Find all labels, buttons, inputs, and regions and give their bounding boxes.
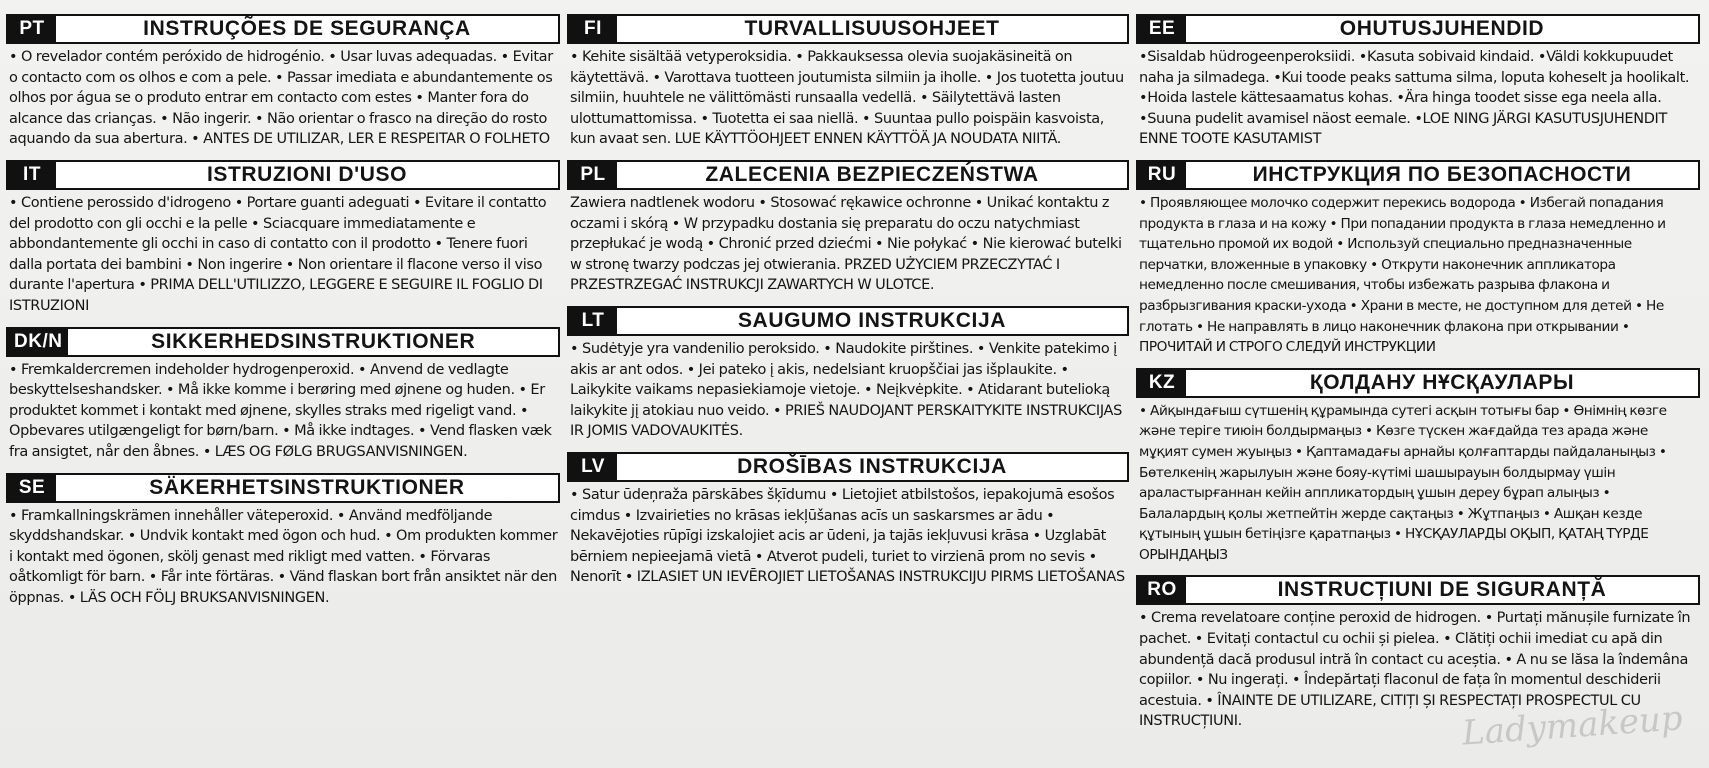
section-text: • Contiene perossido d'idrogeno • Portare guanti adeguati • Evitare il contatto del prodotto con gli occhi e la pelle • Sciacquare immediatamente e abbondantemente gli occhi in caso di contatto con il prodotto • Tenere fuori dalla portata dei bambini • Non ingerire • Non orientare il flacone verso il viso durante l'apertura • PRIMA DELL'UTILIZZO, LEGGERE E SEGUIRE IL FOGLIO DI ISTRUZIONI [9, 194, 547, 314]
section-header [567, 160, 1129, 190]
section-header [6, 160, 560, 190]
section-header [567, 306, 1129, 336]
language-code: IT [8, 162, 56, 188]
section-title: INSTRUÇÕES DE SEGURANÇA [143, 17, 471, 40]
section-header [567, 452, 1129, 482]
section-dk [6, 327, 560, 463]
section-title: ISTRUZIONI D'USO [206, 162, 408, 186]
language-code: KZ [1138, 370, 1186, 396]
language-code: RU [1138, 162, 1186, 188]
section-title: ҚОЛДАНУ НҰСҚАУЛАРЫ [1309, 370, 1575, 394]
section-kz [1136, 368, 1700, 566]
section-header [1136, 160, 1700, 190]
language-code: RO [1138, 577, 1186, 603]
column-left [6, 14, 560, 618]
section-header [6, 14, 560, 44]
section-it [6, 160, 560, 317]
section-text: • Crema revelatoare conține peroxid de hidrogen. • Purtați mănușile furnizate în pachet. • Evitați contactul cu ochii și pielea. • Clătiți ochii imediat cu apă din abundență dacă produsul intră în contact cu aceștia. • A nu se lăsa la îndemâna copiilor. • Nu ingerați. • Îndepărtați flaconul de fața în momentul deschiderii acestuia. • ÎNAINTE DE UTILIZARE, CITIȚI ȘI RESPECTAȚI PROSPECTUL CU INSTRUCȚIUNI. [1139, 610, 1691, 730]
section-lt [567, 306, 1129, 442]
language-code: EE [1138, 16, 1186, 42]
section-text: •Sisaldab hüdrogeenperoksiidi. •Kasuta sobivaid kindaid. •Väldi kokkupuudet naha ja silmadega. •Kui toode peaks sattuma silma, loputa koheselt ja hoolikalt. •Hoida lastele kättesaamatus kohas. •Ära hinga toodet sisse ega neela alla. •Suuna pudelit avamisel näost eemale. •LOE NING JÄRGI KASUTUSJUHENDIT ENNE TOOTE KASUTAMIST [1139, 49, 1690, 148]
section-title: SAUGUMO INSTRUKCIJA [737, 308, 1007, 332]
section-text: • Kehite sisältää vetyperoksidia. • Pakkauksessa olevia suojakäsineitä on käytettävä. • Varottava tuotteen joutumista silmiin ja iholle. • Jos tuotetta joutuu silmiin, huuhtele ne välittömästi runsaalla vedellä. • Säilytettävä lasten ulottumattomissa. • Tuotetta ei saa niellä. • Suuntaa pullo poispäin kasvoista, kun avaat sen. LUE KÄYTTÖOHJEET ENNEN KÄYTTÖÄ JA NOUDATA NIITÄ. [570, 49, 1124, 148]
section-title: TURVALLISUUSOHJEET [744, 17, 1000, 40]
language-code: DK/N [8, 329, 68, 355]
section-text: • Айқындағыш сүтшенің құрамында сутегі асқын тотығы бар • Өнімнің көзге және теріге тиюін болдырмаңыз • Көзге түскен жағдайда тез арада және мұқият сумен жуыңыз • Қаптамадағы арнайы қолғаптарды пайдаланыңыз • Бөтелкенің жарылуын және бояу-күтімі шашырауын болдырмау үшін араластырғаннан кейін аппликатордың ұшын дереу бұрап алыңыз • Балалардың қолы жетпейтін жерде сақтаңыз • Жұтпаңыз • Ашқан кезде құтының ұшын бетіңізге қаратпаңыз • НҰСҚАУЛАРДЫ ОҚЫП, ҚАТАҢ ТҮРДЕ ОРЫНДАҢЫЗ [1139, 402, 1667, 563]
section-header [1136, 575, 1700, 605]
section-header [1136, 368, 1700, 398]
section-se [6, 473, 560, 609]
language-code: LT [569, 308, 617, 334]
section-header [1136, 14, 1700, 44]
section-text: Zawiera nadtlenek wodoru • Stosować rękawice ochronne • Unikać kontaktu z oczami i skórą • W przypadku dostania się preparatu do oczu natychmiast przepłukać je wodą • Chronić przed dziećmi • Nie połykać • Nie kierować butelki w stronę twarzy podczas jej otwierania. PRZED UŻYCIEM PRZECZYTAĆ I PRZESTRZEGAĆ INSTRUKCJI ZAWARTYCH W ULOTCE. [570, 194, 1122, 294]
language-code: LV [569, 454, 617, 480]
section-ee [1136, 14, 1700, 150]
section-title: OHUTUSJUHENDID [1339, 17, 1545, 40]
section-pt [6, 14, 560, 150]
section-title: SÄKERHETSINSTRUKTIONER [149, 475, 465, 499]
column-middle [567, 14, 1129, 598]
section-text: • Framkallningskrämen innehåller väteperoxid. • Använd medföljande skyddshandskar. • Undvik kontakt med ögon och hud. • Om produkten kommer i kontakt med ögonen, skölj genast med rikligt med vatten. • Förvaras oåtkomligt för barn. • Får inte förtäras. • Vänd flaskan bort från ansiktet när den öppnas. • LÄS OCH FÖLJ BRUKSANVISNINGEN. [9, 507, 558, 606]
section-lv [567, 452, 1129, 588]
section-header [6, 473, 560, 503]
section-text: • Satur ūdeņraža pārskābes šķīdumu • Lietojiet atbilstošos, iepakojumā esošos cimdus • Izvairieties no krāsas iekļūšanas acīs un saskarsmes ar ādu • Nekavējoties rūpīgi izskalojiet acis ar ūdeni, ja tajās iekļuvusi krāsa • Uzglabāt bērniem nepieejamā vietā • Atverot pudeli, turiet to virzienā prom no sevis • Nenorīt • IZLASIET UN IEVĒROJIET LIETOŠANAS INSTRUKCIJU PIRMS LIETOŠANAS [570, 486, 1125, 586]
section-text: • O revelador contém peróxido de hidrogénio. • Usar luvas adequadas. • Evitar o contacto com os olhos e com a pele. • Passar imediata e abundantemente os olhos por água se o produto entrar em contacto com estes • Manter fora do alcance das crianças. • Não ingerir. • Não orientar o frasco na direção do rosto aquando da sua abertura. • ANTES DE UTILIZAR, LER E RESPEITAR O FOLHETO [9, 49, 553, 148]
section-fi [567, 14, 1129, 150]
section-header [567, 14, 1129, 44]
section-text: • Fremkaldercremen indeholder hydrogenperoxid. • Anvend de vedlagte beskyttelseshandsker. • Må ikke komme i berøring med øjnene og huden. • Er produktet kommet i kontakt med øjnene, skylles straks med rigeligt vand. • Opbevares utilgængeligt for børn/barn. • Må ikke indtages. • Vend flasken væk fra ansigtet, når den åbnes. • LÆS OG FØLG BRUGSANVISNINGEN. [9, 361, 552, 460]
watermark: Ladymakeup [1461, 698, 1685, 754]
section-title: INSTRUCȚIUNI DE SIGURANȚĂ [1277, 578, 1607, 602]
language-code: PL [569, 162, 617, 188]
section-title: DROŠĪBAS INSTRUKCIJA [737, 454, 1007, 478]
section-ru [1136, 160, 1700, 358]
section-pl [567, 160, 1129, 296]
section-text: • Проявляющее молочко содержит перекись водорода • Избегай попадания продукта в глаза и на кожу • При попадании продукта в глаза немедленно и тщательно промой их водой • Используй специально предназначенные перчатки, вложенные в упаковку • Открути наконечник аппликатора немедленно после смешивания, чтобы избежать разрыва флакона и разбрызгивания краски-ухода • Храни в месте, не доступном для детей • Не глотать • Не направлять в лицо наконечник флакона при открывании • ПРОЧИТАЙ И СТРОГО СЛЕДУЙ ИНСТРУКЦИИ [1139, 194, 1666, 356]
section-title: SIKKERHEDSINSTRUKTIONER [151, 329, 476, 353]
section-title: ИНСТРУКЦИЯ ПО БЕЗОПАСНОСТИ [1252, 162, 1632, 186]
section-header [6, 327, 560, 357]
language-code: SE [8, 475, 56, 501]
section-title: ZALECENIA BEZPIECZEŃSTWA [705, 162, 1039, 186]
column-right [1136, 14, 1700, 742]
section-text: • Sudėtyje yra vandenilio peroksido. • Naudokite pirštines. • Venkite patekimo į akis ar ant odos. • Jei pateko į akis, nedelsiant kruopščiai jas išplaukite. • Laikykite vaikams nepasiekiamoje vietoje. • Neįkvėpkite. • Atidarant butelioką laikykite jį atokiau nuo veido. • PRIEŠ NAUDOJANT PERSKAITYKITE INSTRUKCIJAS IR JOMIS VADOVAUKITĖS. [570, 340, 1122, 440]
language-code: PT [8, 16, 56, 42]
language-code: FI [569, 16, 617, 42]
